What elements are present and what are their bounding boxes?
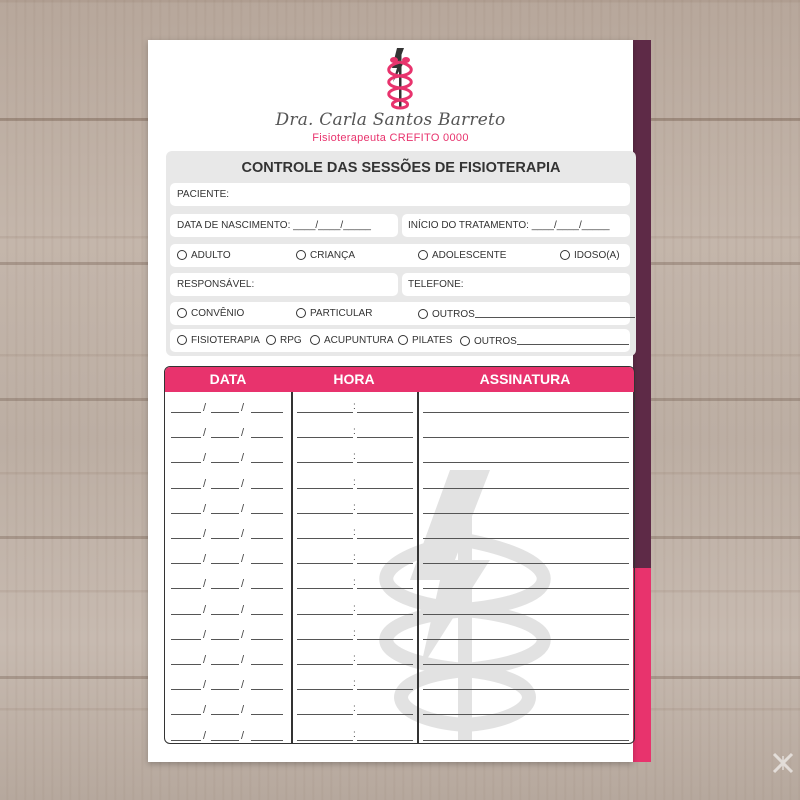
date-slash: /: [203, 628, 207, 641]
telefone-row[interactable]: [402, 273, 630, 296]
caduceus-logo: [385, 48, 415, 110]
date-entry[interactable]: [171, 727, 285, 741]
date-slash: /: [203, 654, 207, 666]
date-entry[interactable]: [171, 475, 285, 489]
date-entry[interactable]: [171, 449, 285, 463]
option-outros-payment[interactable]: OUTROS: [418, 308, 635, 320]
date-slash: /: [203, 553, 207, 566]
sessions-table: [164, 366, 635, 744]
therapy-options-row: [170, 329, 630, 352]
signature-line[interactable]: [423, 676, 629, 690]
telefone-label: TELEFONE:: [408, 279, 464, 290]
date-entry[interactable]: [171, 626, 285, 640]
date-entry[interactable]: [171, 424, 285, 438]
responsavel-row[interactable]: [170, 273, 398, 296]
signature-line[interactable]: [423, 449, 629, 463]
date-slash: /: [241, 502, 245, 515]
crefito-label: Fisioterapeuta CREFITO 0000: [312, 132, 469, 144]
radio-circle[interactable]: [177, 250, 187, 260]
date-slash: /: [241, 452, 245, 465]
date-slash: /: [203, 502, 207, 515]
time-colon: :: [353, 728, 356, 740]
radio-circle[interactable]: [296, 308, 306, 318]
signature-line[interactable]: [423, 399, 629, 413]
date-slash: /: [203, 704, 207, 717]
time-entry[interactable]: [297, 701, 413, 715]
option-idoso[interactable]: IDOSO(A): [560, 250, 620, 261]
radio-circle[interactable]: [296, 250, 306, 260]
responsavel-label: RESPONSÁVEL:: [177, 279, 255, 290]
radio-circle[interactable]: [266, 335, 276, 345]
back-sheet-pink-tab: [633, 568, 651, 762]
date-entry[interactable]: [171, 399, 285, 413]
radio-circle[interactable]: [177, 335, 187, 345]
signature-line[interactable]: [423, 500, 629, 514]
signature-line[interactable]: [423, 575, 629, 589]
signature-line[interactable]: [423, 651, 629, 665]
date-entry[interactable]: [171, 676, 285, 690]
inicio-tratamento-row[interactable]: [402, 214, 630, 237]
date-slash: /: [241, 578, 245, 591]
radio-circle[interactable]: [418, 250, 428, 260]
date-slash: /: [203, 729, 207, 742]
column-divider: [417, 392, 419, 744]
signature-line[interactable]: [423, 626, 629, 640]
time-entry[interactable]: [297, 449, 413, 463]
time-colon: :: [353, 678, 356, 690]
date-slash: /: [241, 654, 245, 666]
payment-options-row: [170, 302, 630, 325]
signature-line[interactable]: [423, 550, 629, 564]
radio-circle[interactable]: [560, 250, 570, 260]
corner-logo: [772, 752, 794, 774]
date-slash: /: [241, 553, 245, 566]
option-acupuntura[interactable]: ACUPUNTURA: [310, 335, 393, 346]
time-entry[interactable]: [297, 525, 413, 539]
option-particular[interactable]: PARTICULAR: [296, 308, 372, 319]
date-entry[interactable]: [171, 575, 285, 589]
date-slash: /: [241, 603, 245, 616]
header-data: DATA: [209, 371, 247, 387]
signature-line[interactable]: [423, 727, 629, 741]
paciente-label: PACIENTE:: [177, 189, 230, 200]
date-slash: /: [203, 528, 207, 540]
date-blank: ____/____/_____: [293, 220, 371, 231]
date-slash: /: [241, 477, 245, 490]
time-colon: :: [353, 627, 356, 639]
option-adolescente[interactable]: ADOLESCENTE: [418, 250, 506, 261]
date-entry[interactable]: [171, 701, 285, 715]
date-entry[interactable]: [171, 500, 285, 514]
time-colon: :: [353, 552, 356, 564]
header-assinatura: ASSINATURA: [479, 371, 571, 387]
time-entry[interactable]: [297, 727, 413, 741]
data-nascimento-label: DATA DE NASCIMENTO:: [177, 220, 291, 231]
date-entry[interactable]: [171, 651, 285, 665]
time-entry[interactable]: [297, 424, 413, 438]
time-colon: :: [353, 577, 356, 589]
date-blank: ____/____/_____: [531, 220, 610, 231]
time-colon: :: [353, 401, 356, 412]
time-entry[interactable]: [297, 601, 413, 615]
date-entry[interactable]: [171, 550, 285, 564]
time-entry[interactable]: [297, 500, 413, 514]
patient-form: [166, 151, 636, 356]
date-slash: /: [203, 452, 207, 465]
radio-circle[interactable]: [398, 335, 408, 345]
date-slash: /: [241, 402, 245, 414]
inicio-tratamento-label: INÍCIO DO TRATAMENTO:: [408, 220, 529, 231]
date-slash: /: [241, 528, 245, 540]
signature-line[interactable]: [423, 701, 629, 715]
time-colon: :: [353, 476, 356, 488]
date-slash: /: [203, 578, 207, 591]
option-adulto[interactable]: ADULTO: [177, 250, 231, 261]
option-convenio[interactable]: CONVÊNIO: [177, 308, 244, 319]
radio-circle[interactable]: [460, 336, 470, 346]
signature-line[interactable]: [423, 525, 629, 539]
column-divider: [291, 392, 293, 744]
table-header: [165, 367, 634, 392]
option-crianca[interactable]: CRIANÇA: [296, 250, 355, 261]
option-rpg[interactable]: RPG: [266, 335, 302, 346]
time-colon: :: [353, 602, 356, 614]
option-outros-therapy[interactable]: OUTROS: [460, 335, 629, 347]
time-colon: :: [353, 451, 356, 463]
date-slash: /: [241, 704, 245, 717]
time-colon: :: [353, 653, 356, 664]
date-slash: /: [241, 628, 245, 641]
radio-circle[interactable]: [418, 309, 428, 319]
time-entry[interactable]: [297, 399, 413, 413]
date-slash: /: [203, 477, 207, 490]
date-slash: /: [241, 679, 245, 692]
time-colon: :: [353, 527, 356, 538]
time-entry[interactable]: [297, 475, 413, 489]
date-entry[interactable]: [171, 525, 285, 539]
date-slash: /: [203, 402, 207, 414]
option-fisioterapia[interactable]: FISIOTERAPIA: [177, 335, 260, 346]
age-options-row: [170, 244, 630, 267]
data-nascimento-row[interactable]: [170, 214, 398, 237]
form-title: CONTROLE DAS SESSÕES DE FISIOTERAPIA: [241, 160, 561, 176]
time-entry[interactable]: [297, 550, 413, 564]
header-hora: HORA: [333, 371, 375, 387]
time-entry[interactable]: [297, 575, 413, 589]
date-slash: /: [203, 679, 207, 692]
time-entry[interactable]: [297, 626, 413, 640]
time-colon: :: [353, 703, 356, 715]
paciente-row[interactable]: [170, 183, 630, 206]
date-slash: /: [203, 603, 207, 616]
option-pilates[interactable]: PILATES: [398, 335, 452, 346]
doctor-name: Dra. Carla Santos Barreto: [275, 110, 506, 130]
date-entry[interactable]: [171, 601, 285, 615]
signature-line[interactable]: [423, 601, 629, 615]
date-slash: /: [203, 427, 207, 440]
date-slash: /: [241, 729, 245, 742]
radio-circle[interactable]: [177, 308, 187, 318]
time-colon: :: [353, 501, 356, 513]
radio-circle[interactable]: [310, 335, 320, 345]
date-slash: /: [241, 427, 245, 440]
time-entry[interactable]: [297, 676, 413, 690]
time-entry[interactable]: [297, 651, 413, 665]
time-colon: :: [353, 426, 356, 438]
signature-line[interactable]: [423, 475, 629, 489]
signature-line[interactable]: [423, 424, 629, 438]
